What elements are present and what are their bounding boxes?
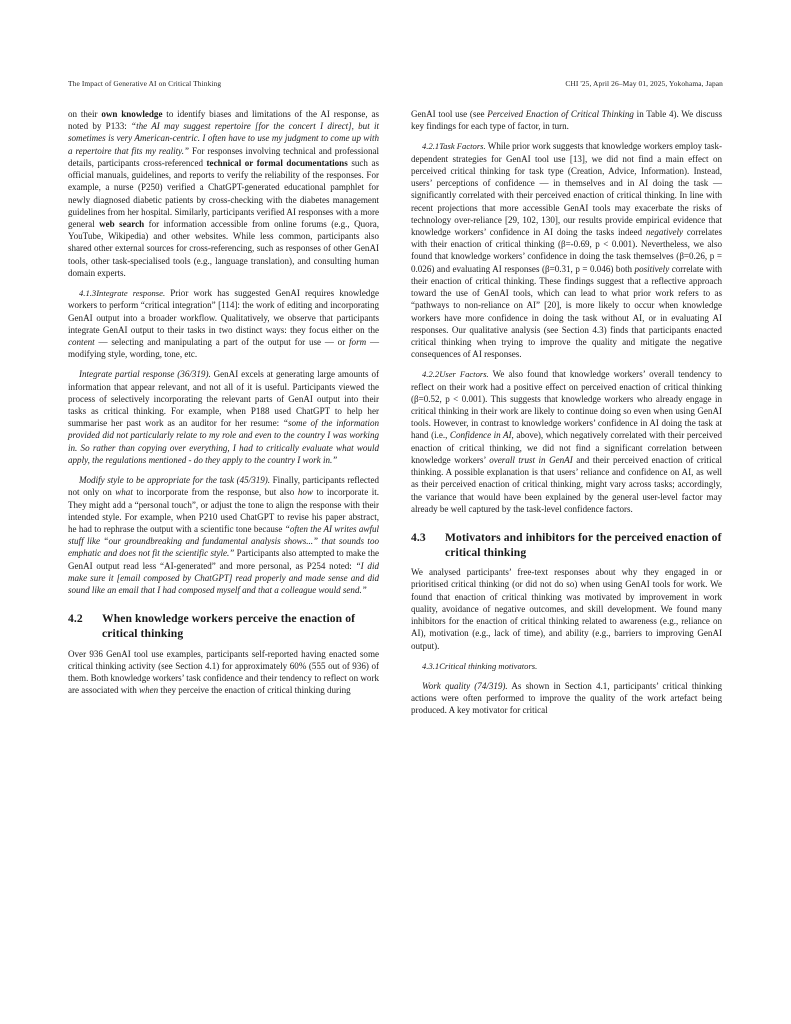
subsection-title-critical-thinking-motivators: Critical thinking motivators. xyxy=(439,660,538,671)
section-heading-4-2 xyxy=(68,612,379,641)
emphasis-what: what xyxy=(115,487,133,498)
text-run: — selecting and manipulating a part of the output for use — or xyxy=(94,336,350,347)
paragraph-motivators-overview: We analysed participants’ free-text responses about why they engaged in or prioritised critical thinking (or did not do so) when using GenAI tools for work. We found that enaction of critical thinking was motivated by improvement in work quality, avoidance of negative outcomes, and skill development. We found many inhibitors for the enaction of critical thinking related to awareness (e.g., reliance on AI), motivation (e.g., lack of time), and ability (e.g., barriers to improving GenAI output). xyxy=(411,567,722,651)
running-header-venue: CHI '25, April 26–May 01, 2025, Yokohama, Japan xyxy=(565,79,723,88)
paragraph-table4-reference xyxy=(411,108,722,132)
quote-p133: “the AI may suggest repertoire [for the concert I direct], but it sometimes is very American-centric. I often have to use my judgment to come up with a repertoire that fits my reality.” xyxy=(68,121,380,156)
subsection-title-task-factors: Task Factors. xyxy=(439,141,486,152)
text-run: Prior work has suggested GenAI requires knowledge workers to perform “critical integration” [114]: the work of editing and incorporating GenAI output into a broader workflow. Qualitatively, we observe that participants integrate GenAI output to their tasks in two distinct ways: they focus either on the xyxy=(68,288,379,335)
text-run: Participants also attempted to make the GenAI output read less “AI-generated” and more personal, as P254 noted: xyxy=(68,548,379,571)
text-run: GenAI tool use (see xyxy=(411,109,488,119)
quote-p188: “some of the information provided did not particularly relate to my role and even to the country I was working in. So rather than copying over everything, I had to critically evaluate what would apply, the regulations mentioned - do they apply to the country I work in.” xyxy=(68,418,379,465)
paragraph-integrate-partial-response xyxy=(68,368,379,466)
right-column xyxy=(411,108,722,958)
two-column-body xyxy=(68,108,723,958)
text-run: We also found that knowledge workers’ overall tendency to reflect on their work had a positive effect on perceived enaction of critical thinking (β=0.52, p < 0.001). This suggests that knowledge workers who already engage in critical thinking in their work are likely to continue doing so even when using GenAI tools. However, in contrast to knowledge workers’ confidence in AI doing the task at hand (i.e., xyxy=(411,369,722,441)
text-run: correlate with their enaction of critical thinking. These findings suggest that a reflective approach toward the use of GenAI tools, which can lead to what prior work refers to as “pathways to non-reliance on AI” [20], is more likely to occur when knowledge workers have more confidence in doing the task without AI, or in evaluating AI responses. Our qualitative analysis (see Section 4.3) finds that participants enacted critical thinking when trying to improve the quality and mitigate the negative consequences of AI responses. xyxy=(411,263,723,360)
paragraph-user-factors xyxy=(411,368,722,515)
text-run: — modifying style, wording, tone, etc. xyxy=(68,336,380,360)
text-run: and their perceived enaction of critical thinking. A possible explanation is that users’ reliance and confidence on AI, as well as their perceived enaction of critical thinking, might vary across tasks; accordingly, the variance that would have been explained by the general user-level factor may already be well captured by the task-level confidence factors. xyxy=(411,454,723,514)
paragraph-modify-style xyxy=(68,474,379,596)
quote-p210: “often the AI writes awful stuff like “our groundbreaking and fundamental analysis shows...” that sounds too emphatic and does not fit the scientific style.” xyxy=(68,524,380,559)
text-run: Over 936 GenAI tool use examples, participants self-reported having enacted some critical thinking activity (see Section 4.1) for approximately 60% (555 out of 936) of them. Both knowledge workers’ task confidence and their tendency to reflect on work are associated with xyxy=(68,648,379,696)
text-run: correlates with their enaction of critical thinking (β=-0.69, p < 0.001). Nevertheless, we also found that knowledge workers’ confidence in doing the task themselves (β=0.26, p = 0.026) and evaluating AI responses (β=0.31, p = 0.046) both xyxy=(411,226,723,274)
emphasis-own-knowledge: own knowledge xyxy=(101,109,163,119)
emphasis-overall-trust: overall trust in GenAI xyxy=(489,454,573,465)
text-run: to incorporate from the response, but also xyxy=(132,487,298,498)
text-run: Finally, participants reflected not only on xyxy=(68,475,379,498)
text-run: to identify biases and limitations of the AI response, as noted by P133: xyxy=(68,109,379,132)
subsection-number-422: 4.2.2 xyxy=(422,369,440,380)
section-title: When knowledge workers perceive the enaction of critical thinking xyxy=(102,612,356,640)
emphasis-content: content xyxy=(68,336,95,347)
emphasis-positively: positively xyxy=(634,263,670,274)
text-run: in Table 4). We discuss key findings for each type of factor, in turn. xyxy=(411,109,723,132)
text-run: , above), which negatively correlated with their perceived enaction of critical thinking, we did not find a significant correlation between knowledge workers’ xyxy=(411,430,722,465)
paragraph-work-quality xyxy=(411,680,722,717)
text-run: such as official manuals, guidelines, and reports to verify the reliability of the responses. For example, a nurse (P250) verified a ChatGPT-generated educational pamphlet for newly diagnosed diabetic patients by cross-checking with the diabetes management guidelines from her hospital. Similarly, participants verified AI responses with a more general xyxy=(68,157,379,229)
section-number: 4.2 xyxy=(68,612,83,626)
theme-title-integrate-partial-response: Integrate partial response (36/319). xyxy=(79,369,211,380)
text-run: for information accessible from online forums (e.g., Quora, YouTube, Wikipedia) and other websites. While less common, participants also shared other external sources for cross-referencing, such as responses of other GenAI tools, other task-specialised tools (e.g., language translation), and consulting human domain experts. xyxy=(68,218,379,278)
theme-title-work-quality: Work quality (74/319). xyxy=(422,680,508,691)
paragraph-task-factors xyxy=(411,140,722,360)
text-run: For responses involving technical and professional details, participants cross-referenced xyxy=(68,145,379,168)
subsection-number-431: 4.3.1 xyxy=(422,660,440,671)
text-run: on their xyxy=(68,109,102,119)
running-header xyxy=(68,79,723,88)
subsection-title-user-factors: User Factors. xyxy=(439,369,489,380)
quote-p254: “I did make sure it [email composed by ChatGPT] read properly and made sense and did sound like an email that I had composed myself and that a colleague would send.” xyxy=(68,560,379,596)
subsection-title-integrate-response: Integrate response. xyxy=(96,288,166,299)
running-header-title: The Impact of Generative AI on Critical Thinking xyxy=(68,79,222,88)
paragraph-critical-thinking-motivators xyxy=(411,660,722,672)
emphasis-how: how xyxy=(297,487,313,498)
emphasis-web-search: web search xyxy=(99,218,145,229)
section-title: Motivators and inhibitors for the perceived enaction of critical thinking xyxy=(445,531,722,559)
paragraph-integrate-response xyxy=(68,287,379,360)
text-run: While prior work suggests that knowledge workers employ task-dependent strategies for GenAI tool use [13], we did not find a main effect on perceived critical thinking for task type (Creation, Advice, Information). Instead, users’ perceptions of confidence — in themselves and in AI doing the task — significantly correlated with their perceived enaction of critical thinking. In line with recent projections that more accessible GenAI tools may exacerbate the risks of technology over-reliance [29, 102, 130], our results provide empirical evidence that knowledge workers’ confidence in AI doing the tasks indeed xyxy=(411,141,722,237)
paragraph-verify-sources xyxy=(68,108,379,279)
emphasis-form: form xyxy=(349,336,367,347)
text-run: As shown in Section 4.1, participants’ critical thinking actions were often performed to improve the quality of the work artefact being produced. A key motivator for critical xyxy=(411,680,722,716)
emphasis-negatively: negatively xyxy=(645,226,684,237)
text-run: to incorporate it. They might add a “personal touch”, or adjust the tone to align the response with their intended style. For example, when P210 used ChatGPT to revise his paper abstract, he had to rephrase the output with a scientific tone because xyxy=(68,487,380,534)
text-run: GenAI excels at generating large amounts of information that appear relevant, and not all of it is useful. Participants viewed the process of selectively incorporating the relevant parts of GenAI output into their tasks as critical thinking. For example, when P188 used ChatGPT to help her summarise her past work as an auditor for her resume: xyxy=(68,369,379,429)
section-number: 4.3 xyxy=(411,531,426,544)
emphasis-confidence-in-ai: Confidence in AI xyxy=(449,430,512,441)
left-column xyxy=(68,108,379,958)
paragraph-perception-overview xyxy=(68,648,379,697)
theme-title-modify-style: Modify style to be appropriate for the task (45/319). xyxy=(79,475,271,486)
emphasis-perceived-enaction: Perceived Enaction of Critical Thinking xyxy=(487,109,634,119)
section-heading-4-3 xyxy=(411,531,722,560)
emphasis-when: when xyxy=(139,685,159,696)
text-run: they perceive the enaction of critical thinking during xyxy=(158,685,351,696)
subsection-number-413: 4.1.3 xyxy=(79,288,97,299)
subsection-number-421: 4.2.1 xyxy=(422,141,440,152)
emphasis-formal-documentation: technical or formal documentations xyxy=(206,157,348,168)
